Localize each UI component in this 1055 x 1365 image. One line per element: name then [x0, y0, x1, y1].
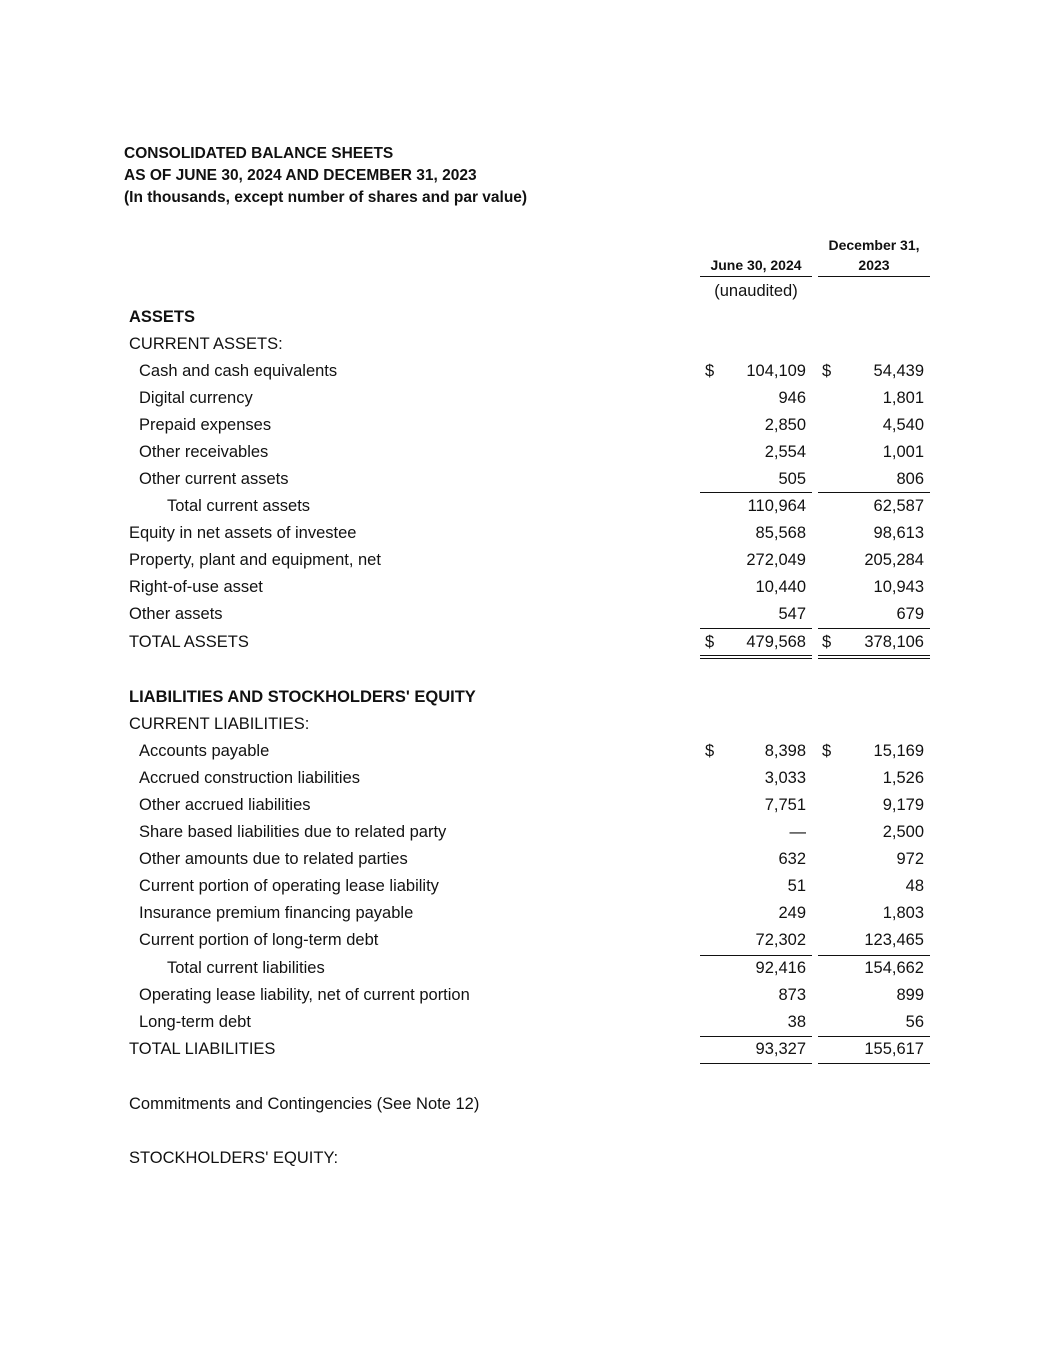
value-dec-2023: 1,801: [882, 389, 924, 407]
currency-symbol: $: [822, 633, 832, 651]
table-row-current-assets-heading: [0, 331, 1055, 358]
value-june-2024: 505: [778, 470, 806, 488]
table-row: [0, 738, 1055, 765]
row-label: CURRENT LIABILITIES:: [129, 715, 310, 733]
unaudited-label: (unaudited): [714, 282, 798, 300]
value-dec-2023: 62,587: [873, 497, 924, 515]
row-label: Long-term debt: [139, 1013, 251, 1031]
row-label: Total current liabilities: [167, 959, 325, 977]
value-dec-2023: 155,617: [864, 1040, 924, 1058]
row-label: Commitments and Contingencies (See Note 12): [129, 1095, 480, 1113]
value-dec-2023: 205,284: [864, 551, 924, 569]
column-header-dec-2023-line1: December 31,: [828, 237, 920, 253]
row-label: Right-of-use asset: [129, 578, 263, 596]
value-dec-2023: 98,613: [873, 524, 924, 542]
value-june-2024: 2,850: [764, 416, 806, 434]
table-row: [0, 547, 1055, 574]
table-row: [0, 927, 1055, 954]
row-label: Insurance premium financing payable: [139, 904, 414, 922]
value-dec-2023: 154,662: [864, 959, 924, 977]
row-label: Prepaid expenses: [139, 416, 272, 434]
row-label: Cash and cash equivalents: [139, 362, 338, 380]
double-underline: [818, 655, 930, 656]
value-dec-2023: 123,465: [864, 931, 924, 949]
row-label: STOCKHOLDERS' EQUITY:: [129, 1149, 339, 1167]
value-dec-2023: 48: [905, 877, 924, 895]
value-june-2024: 272,049: [746, 551, 806, 569]
header-underline-col2: [818, 276, 930, 277]
table-row-stockholders-equity-heading: [0, 1145, 1055, 1172]
table-row: [0, 982, 1055, 1009]
row-label: Accounts payable: [139, 742, 270, 760]
table-row: [0, 792, 1055, 819]
row-label: Other current assets: [139, 470, 289, 488]
row-label: Other amounts due to related parties: [139, 850, 408, 868]
value-dec-2023: 1,001: [882, 443, 924, 461]
table-row: [0, 358, 1055, 385]
value-dec-2023: 1,803: [882, 904, 924, 922]
table-row: [0, 765, 1055, 792]
value-june-2024: 110,964: [747, 497, 806, 515]
row-label: Digital currency: [139, 389, 253, 407]
units-note: (In thousands, except number of shares and par value): [124, 189, 528, 206]
row-label: Other accrued liabilities: [139, 796, 311, 814]
row-label: Other assets: [129, 605, 223, 623]
table-row: [0, 873, 1055, 900]
table-row: [0, 1009, 1055, 1036]
row-label: ASSETS: [129, 308, 196, 326]
value-june-2024: 38: [787, 1013, 806, 1031]
value-dec-2023: 806: [896, 470, 924, 488]
value-dec-2023: 54,439: [873, 362, 924, 380]
currency-symbol: $: [705, 633, 715, 651]
value-dec-2023: 972: [896, 850, 924, 868]
value-june-2024: 479,568: [746, 633, 806, 651]
table-row-assets-heading: [0, 304, 1055, 331]
value-june-2024: 104,109: [746, 362, 806, 380]
value-dec-2023: 9,179: [882, 796, 924, 814]
column-header-june-2024: June 30, 2024: [710, 257, 802, 273]
value-june-2024: 2,554: [764, 443, 806, 461]
value-dec-2023: 378,106: [864, 633, 924, 651]
row-label: Accrued construction liabilities: [139, 769, 361, 787]
row-label: TOTAL ASSETS: [129, 633, 249, 651]
value-dec-2023: 1,526: [882, 769, 924, 787]
table-row-total-assets: [0, 629, 1055, 656]
value-june-2024: —: [789, 823, 806, 841]
value-dec-2023: 56: [905, 1013, 924, 1031]
currency-symbol: $: [822, 362, 832, 380]
value-june-2024: 93,327: [755, 1040, 806, 1058]
value-june-2024: 72,302: [755, 931, 806, 949]
table-row: [0, 819, 1055, 846]
value-june-2024: 547: [778, 605, 806, 623]
table-row: [0, 385, 1055, 412]
table-row-commitments: [0, 1091, 1055, 1118]
currency-symbol: $: [822, 742, 832, 760]
table-row-liabilities-heading: [0, 684, 1055, 711]
value-june-2024: 85,568: [755, 524, 806, 542]
column-header-dec-2023-line2: 2023: [858, 257, 890, 273]
value-june-2024: 249: [778, 904, 806, 922]
table-row-total-current-assets: [0, 493, 1055, 520]
value-june-2024: 873: [778, 986, 806, 1004]
row-label: Other receivables: [139, 443, 269, 461]
table-row: [0, 574, 1055, 601]
row-label: Equity in net assets of investee: [129, 524, 357, 542]
value-june-2024: 3,033: [764, 769, 806, 787]
value-june-2024: 946: [778, 389, 806, 407]
header-underline-col1: [700, 276, 812, 277]
row-label: Current portion of long-term debt: [139, 931, 379, 949]
table-row-current-liabilities-heading: [0, 711, 1055, 738]
table-row: [0, 520, 1055, 547]
value-june-2024: 51: [787, 877, 806, 895]
row-label: Share based liabilities due to related party: [139, 823, 447, 841]
table-row-total-current-liabilities: [0, 955, 1055, 982]
double-underline: [700, 655, 812, 656]
page-subtitle: AS OF JUNE 30, 2024 AND DECEMBER 31, 2023: [124, 167, 477, 184]
page-title: CONSOLIDATED BALANCE SHEETS: [124, 145, 394, 162]
value-june-2024: 92,416: [755, 959, 806, 977]
value-june-2024: 632: [778, 850, 806, 868]
value-dec-2023: 10,943: [873, 578, 924, 596]
table-row: [0, 466, 1055, 493]
table-row: [0, 439, 1055, 466]
total-underline: [700, 1063, 812, 1064]
row-label: CURRENT ASSETS:: [129, 335, 283, 353]
value-june-2024: 10,440: [755, 578, 806, 596]
table-row: [0, 900, 1055, 927]
value-dec-2023: 2,500: [882, 823, 924, 841]
value-dec-2023: 4,540: [882, 416, 924, 434]
value-dec-2023: 15,169: [873, 742, 924, 760]
row-label: TOTAL LIABILITIES: [129, 1040, 276, 1058]
table-row: [0, 846, 1055, 873]
row-label: Property, plant and equipment, net: [129, 551, 381, 569]
row-label: Total current assets: [167, 497, 311, 515]
currency-symbol: $: [705, 362, 715, 380]
table-row-total-liabilities: [0, 1036, 1055, 1063]
table-row: [0, 601, 1055, 628]
total-underline: [818, 1063, 930, 1064]
value-dec-2023: 899: [896, 986, 924, 1004]
value-june-2024: 8,398: [764, 742, 806, 760]
row-label: LIABILITIES AND STOCKHOLDERS' EQUITY: [129, 688, 476, 706]
table-row: [0, 412, 1055, 439]
value-dec-2023: 679: [896, 605, 924, 623]
row-label: Operating lease liability, net of current portion: [139, 986, 470, 1004]
value-june-2024: 7,751: [764, 796, 806, 814]
currency-symbol: $: [705, 742, 715, 760]
row-label: Current portion of operating lease liability: [139, 877, 439, 895]
